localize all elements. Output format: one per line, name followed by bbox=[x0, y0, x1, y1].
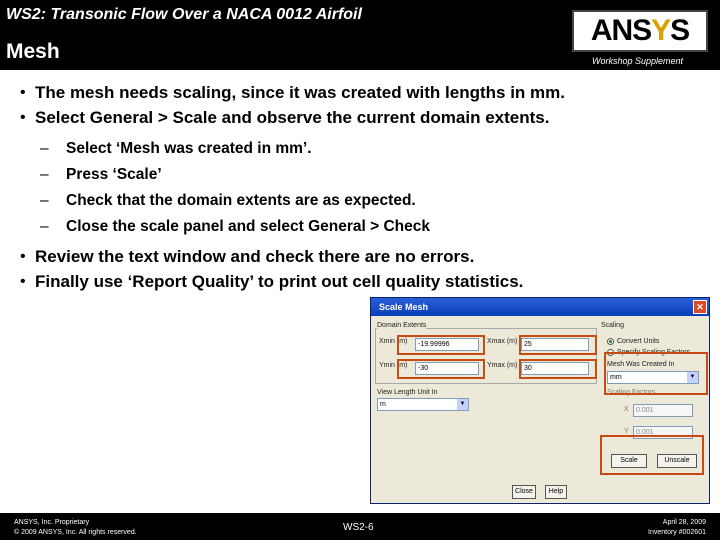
dialog-titlebar bbox=[371, 298, 709, 316]
ansys-logo bbox=[572, 10, 708, 52]
x-factor-field[interactable]: 0.001 bbox=[633, 404, 693, 417]
view-length-select[interactable]: m ▼ bbox=[377, 398, 469, 411]
y-factor-field[interactable]: 0.001 bbox=[633, 426, 693, 439]
slide-number: WS2-6 bbox=[343, 522, 374, 533]
sub-bullet-item: – Press ‘Scale’ bbox=[40, 162, 710, 188]
footer-copyright: © 2009 ANSYS, Inc. All rights reserved. bbox=[14, 529, 137, 536]
xmax-label: Xmax (m) bbox=[487, 338, 518, 345]
specify-factors-label: Specify Scaling Factors bbox=[617, 349, 691, 356]
footer-right bbox=[648, 518, 706, 538]
help-button[interactable]: Help bbox=[545, 485, 567, 499]
sub-bullet-item: – Select ‘Mesh was created in mm’. bbox=[40, 136, 710, 162]
bullet-item: • Review the text window and check there are no errors. bbox=[20, 244, 710, 269]
bullet-list bbox=[20, 80, 710, 294]
mesh-created-label: Mesh Was Created In bbox=[607, 361, 675, 368]
ymax-label: Ymax (m) bbox=[487, 362, 518, 369]
view-length-label: View Length Unit In bbox=[377, 389, 438, 396]
convert-units-label: Convert Units bbox=[617, 338, 660, 345]
highlight-box-xmin bbox=[397, 335, 485, 355]
domain-extents-label: Domain Extents bbox=[377, 322, 427, 329]
chevron-down-icon: ▼ bbox=[457, 399, 468, 410]
logo-text: ANSYS bbox=[590, 14, 690, 47]
footer-left bbox=[14, 518, 137, 538]
ymin-label: Ymin (m) bbox=[379, 362, 408, 369]
scaling-factors-label: Scaling Factors bbox=[607, 389, 656, 396]
mesh-created-select[interactable]: mm ▼ bbox=[607, 371, 699, 384]
convert-units-radio[interactable] bbox=[607, 338, 614, 345]
chevron-down-icon: ▼ bbox=[687, 372, 698, 383]
xmin-label: Xmin (m) bbox=[379, 338, 408, 345]
unscale-button[interactable]: Unscale bbox=[657, 454, 697, 468]
y-factor-label: Y bbox=[624, 428, 629, 435]
footer-date: April 28, 2009 bbox=[662, 519, 706, 526]
section-title: Mesh bbox=[6, 40, 60, 63]
header-bar bbox=[0, 0, 720, 70]
ymin-field[interactable]: -30 bbox=[415, 362, 479, 375]
scale-mesh-dialog bbox=[370, 297, 710, 504]
footer-company: ANSYS, Inc. Proprietary bbox=[14, 519, 90, 526]
x-factor-label: X bbox=[624, 406, 629, 413]
close-icon[interactable]: ✕ bbox=[693, 300, 707, 314]
ymax-field[interactable]: 30 bbox=[521, 362, 589, 375]
footer-inventory: Inventory #002601 bbox=[648, 529, 706, 536]
close-button[interactable]: Close bbox=[512, 485, 536, 499]
footer-bar bbox=[0, 513, 720, 540]
highlight-box-xmax bbox=[519, 335, 597, 355]
highlight-box-units bbox=[604, 352, 708, 395]
scaling-label: Scaling bbox=[601, 322, 624, 329]
scale-button[interactable]: Scale bbox=[611, 454, 647, 468]
highlight-box-ymax bbox=[519, 359, 597, 379]
sub-bullet-item: – Check that the domain extents are as expected. bbox=[40, 188, 710, 214]
workshop-supplement-label: Workshop Supplement bbox=[592, 56, 684, 66]
highlight-box-ymin bbox=[397, 359, 485, 379]
bullet-item: • Finally use ‘Report Quality’ to print out cell quality statistics. bbox=[20, 269, 710, 294]
dialog-title: Scale Mesh bbox=[379, 302, 429, 312]
xmax-field[interactable]: 25 bbox=[521, 338, 589, 351]
sub-bullet-list bbox=[40, 136, 710, 240]
highlight-box-scale bbox=[600, 435, 704, 475]
bullet-item: • The mesh needs scaling, since it was created with lengths in mm. bbox=[20, 80, 710, 105]
sub-bullet-item: – Close the scale panel and select General > Check bbox=[40, 214, 710, 240]
bullet-item: • Select General > Scale and observe the current domain extents. bbox=[20, 105, 710, 130]
workshop-title: WS2: Transonic Flow Over a NACA 0012 Airfoil bbox=[6, 6, 362, 23]
xmin-field[interactable]: -19.99996 bbox=[415, 338, 479, 351]
